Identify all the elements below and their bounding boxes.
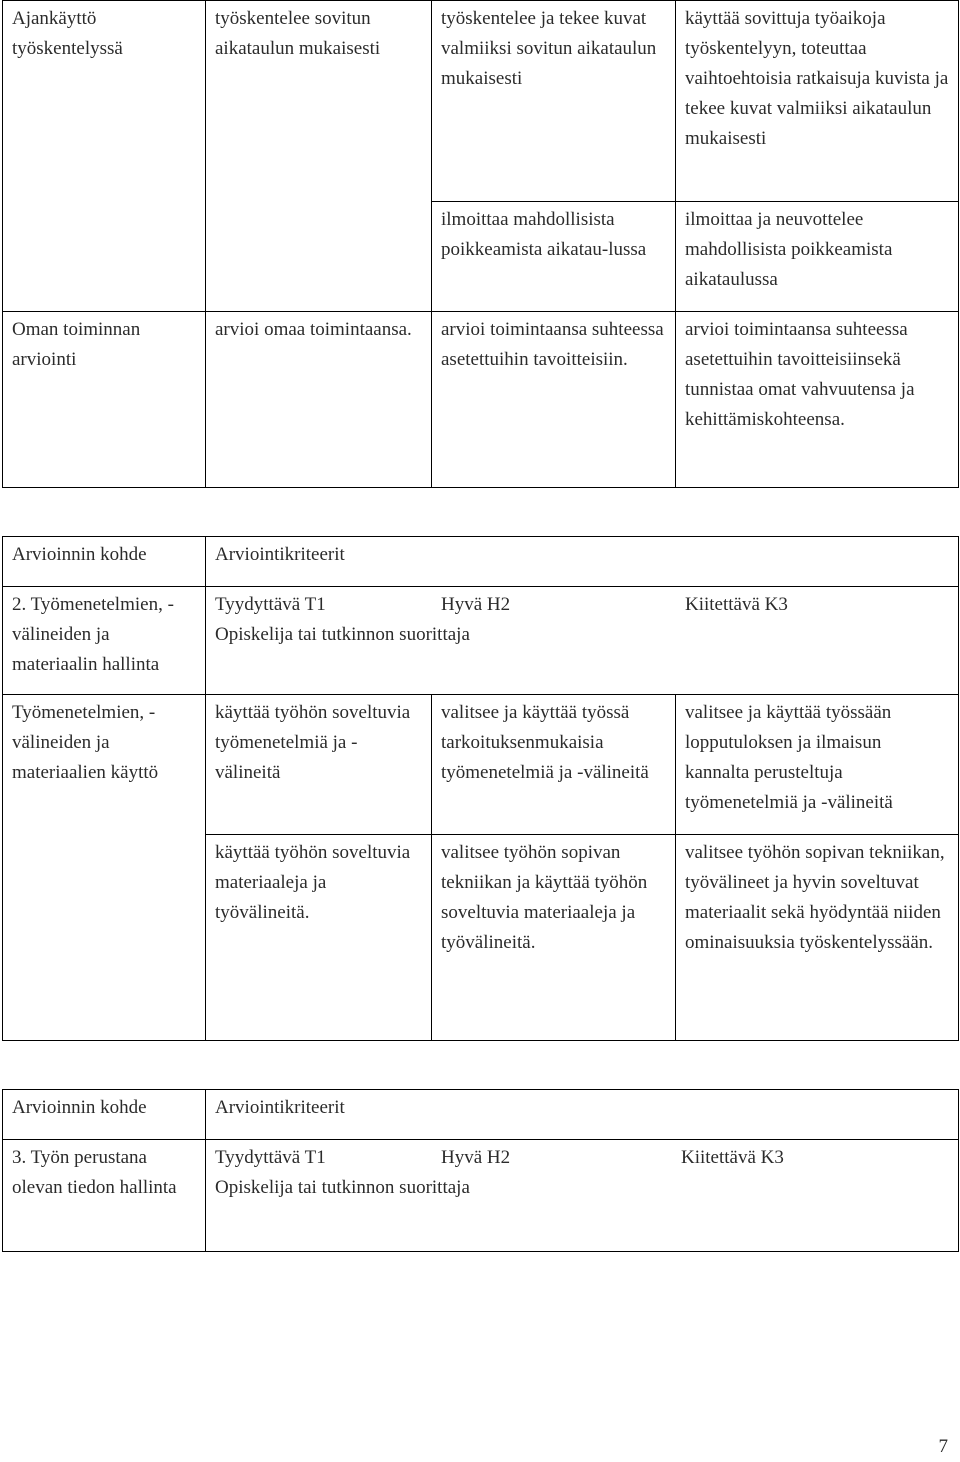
criterion-methods-use: Työmenetelmien, -välineiden ja materiaalien käyttö [3, 695, 206, 835]
assessment-table-2 [2, 536, 959, 1041]
cell-h2: työskentelee ja tekee kuvat valmiiksi sovitun aikataulun mukaisesti [432, 1, 676, 202]
header-criteria: Arviointikriteerit [206, 537, 959, 587]
page-number: 7 [938, 1436, 948, 1457]
header-target: Arvioinnin kohde [3, 537, 206, 587]
subject-label: Opiskelija tai tutkinnon suorittaja [215, 1177, 470, 1198]
grade-t1: Tyydyttävä T1 [215, 1147, 326, 1168]
header-target: Arvioinnin kohde [3, 1090, 206, 1140]
subject-label: Opiskelija tai tutkinnon suorittaja [215, 624, 470, 645]
header-criteria: Arviointikriteerit [206, 1090, 959, 1140]
cell-h2: valitsee työhön sopivan tekniikan ja käyttää työhön soveltuvia materiaaleja ja työvälineitä. [432, 835, 676, 1041]
cell-empty [206, 202, 432, 312]
cell-t1: käyttää työhön soveltuvia työmenetelmiä ja -välineitä [206, 695, 432, 835]
cell-empty [3, 202, 206, 312]
cell-k3: arvioi toimintaansa suhteessa asetettuihin tavoitteisiinsekä tunnistaa omat vahvuutensa ja kehittämiskohteensa. [676, 312, 959, 488]
grade-k3: Kiitettävä K3 [685, 594, 788, 615]
cell-t1: työskentelee sovitun aikataulun mukaisesti [206, 1, 432, 202]
grade-row [206, 1140, 959, 1252]
cell-h2: arvioi toimintaansa suhteessa asetettuihin tavoitteisiin. [432, 312, 676, 488]
grade-t1: Tyydyttävä T1 [215, 594, 326, 615]
cell-h2: valitsee ja käyttää työssä tarkoituksenmukaisia työmenetelmiä ja -välineitä [432, 695, 676, 835]
assessment-table-3 [2, 1089, 959, 1252]
grade-h2: Hyvä H2 [441, 594, 511, 615]
cell-empty [3, 835, 206, 1041]
cell-t1: käyttää työhön soveltuvia materiaaleja ja työvälineitä. [206, 835, 432, 1041]
cell-k3: käyttää sovittuja työaikoja työskentelyyn, toteuttaa vaihtoehtoisia ratkaisuja kuvista ja tekee kuvat valmiiksi aikataulun mukaisesti [676, 1, 959, 202]
cell-k3: valitsee ja käyttää työssään lopputuloksen ja ilmaisun kannalta perusteltuja työmenetelmiä ja -välineitä [676, 695, 959, 835]
assessment-table-1 [2, 0, 959, 488]
grade-row [206, 587, 959, 695]
criterion-self-assessment: Oman toiminnan arviointi [3, 312, 206, 488]
section-title: 3. Työn perustana olevan tiedon hallinta [3, 1140, 206, 1252]
section-title: 2. Työmenetelmien, -välineiden ja materiaalin hallinta [3, 587, 206, 695]
cell-k3: valitsee työhön sopivan tekniikan, työvälineet ja hyvin soveltuvat materiaalit sekä hyödyntää niiden ominaisuuksia työskentelyssään. [676, 835, 959, 1041]
cell-k3: ilmoittaa ja neuvottelee mahdollisista poikkeamista aikataulussa [676, 202, 959, 312]
cell-h2: ilmoittaa mahdollisista poikkeamista aikatau-lussa [432, 202, 676, 312]
grade-k3: Kiitettävä K3 [681, 1147, 784, 1168]
criterion-time-management: Ajankäyttö työskentelyssä [3, 1, 206, 202]
grade-h2: Hyvä H2 [441, 1147, 511, 1168]
cell-t1: arvioi omaa toimintaansa. [206, 312, 432, 488]
